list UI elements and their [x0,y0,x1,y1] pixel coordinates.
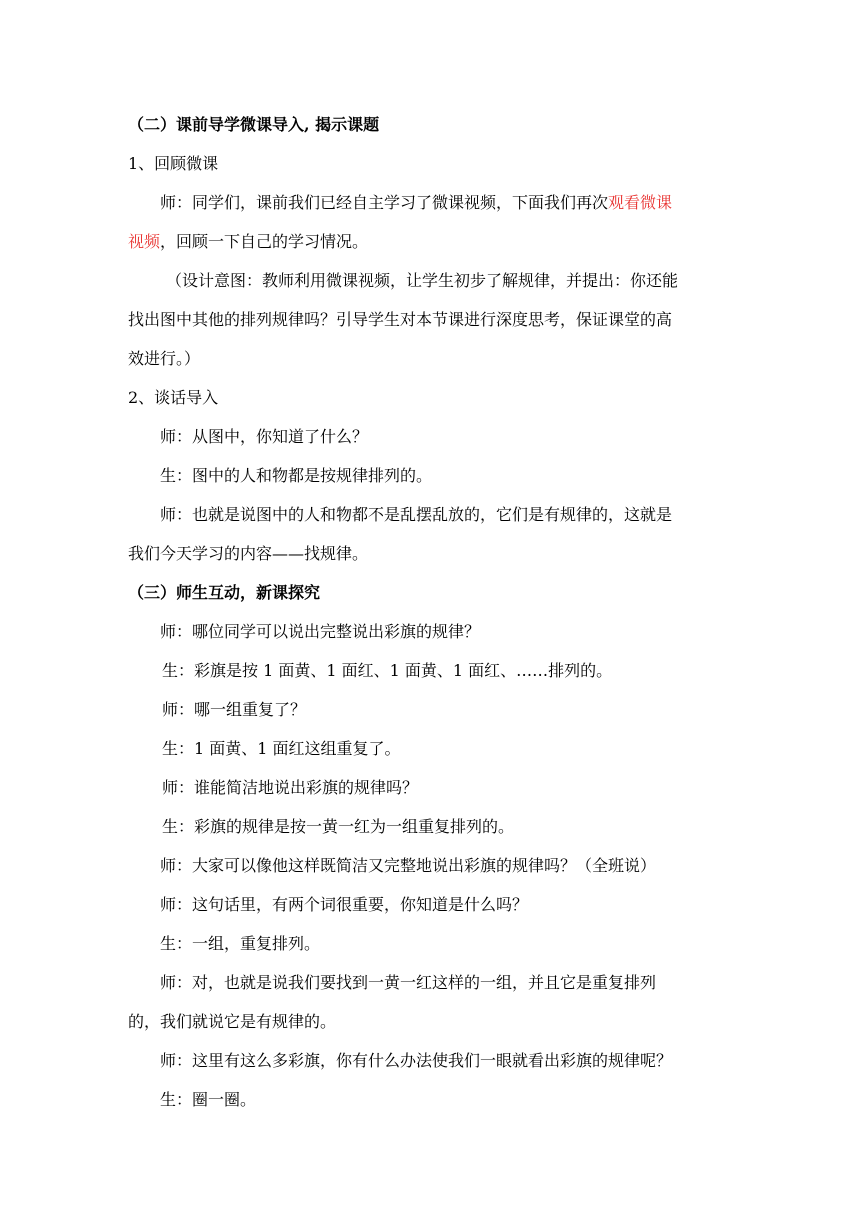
student-line-3: 生：1 面黄、1 面红这组重复了。 [162,739,401,758]
student-line-4: 生：彩旗的规律是按一黄一红为一组重复排列的。 [162,817,515,836]
teacher-line-9: 师：这里有这么多彩旗，你有什么办法使我们一眼就看出彩旗的规律呢？ [160,1051,673,1070]
subsection-talk-intro: 2、谈话导入 [128,388,219,407]
teacher-review-text: 师：同学们，课前我们已经自主学习了微课视频，下面我们再次 [160,193,609,212]
teacher-line-6: 师：大家可以像他这样既简洁又完整地说出彩旗的规律吗？（全班说） [160,856,657,875]
teacher-line-7: 师：这句话里，有两个词很重要，你知道是什么吗？ [160,895,529,914]
teacher-line-3: 师：哪位同学可以说出完整说出彩旗的规律？ [160,622,481,641]
subsection-review-micro-lesson: 1、回顾微课 [128,154,219,173]
teacher-line-2-cont: 我们今天学习的内容——找规律。 [128,544,369,563]
teacher-review-text-cont: ，回顾一下自己的学习情况。 [160,232,369,251]
teacher-line-5: 师：谁能简洁地说出彩旗的规律吗？ [162,778,419,797]
paragraph-teacher-review-cont [128,232,368,252]
teacher-line-2: 师：也就是说图中的人和物都不是乱摆乱放的，它们是有规律的，这就是 [160,505,673,524]
student-line-2: 生：彩旗是按 1 面黄、1 面红、1 面黄、1 面红、……排列的。 [162,661,613,680]
teacher-line-1: 师：从图中，你知道了什么？ [160,427,369,446]
watch-video-highlight: 观看微课 [608,193,673,212]
teacher-line-8: 师：对，也就是说我们要找到一黄一红这样的一组，并且它是重复排列 [160,973,657,992]
student-line-6: 生：圈一圈。 [160,1090,257,1109]
teacher-line-4: 师：哪一组重复了？ [162,700,307,719]
section-heading-2: （二）课前导学微课导入, 揭示课题 [128,115,380,134]
section-heading-3: （三）师生互动，新课探究 [128,583,321,602]
design-intent-line-3: 效进行。） [128,349,201,368]
student-line-5: 生：一组，重复排列。 [160,934,321,953]
design-intent-line-2: 找出图中其他的排列规律吗？引导学生对本节课进行深度思考，保证课堂的高 [128,310,673,329]
video-highlight: 视频 [128,232,161,251]
teacher-line-8-cont: 的，我们就说它是有规律的。 [128,1012,337,1031]
student-line-1: 生：图中的人和物都是按规律排列的。 [160,466,433,485]
paragraph-teacher-review [160,193,672,213]
design-intent-line-1: （设计意图：教师利用微课视频，让学生初步了解规律，并提出：你还能 [166,271,679,290]
